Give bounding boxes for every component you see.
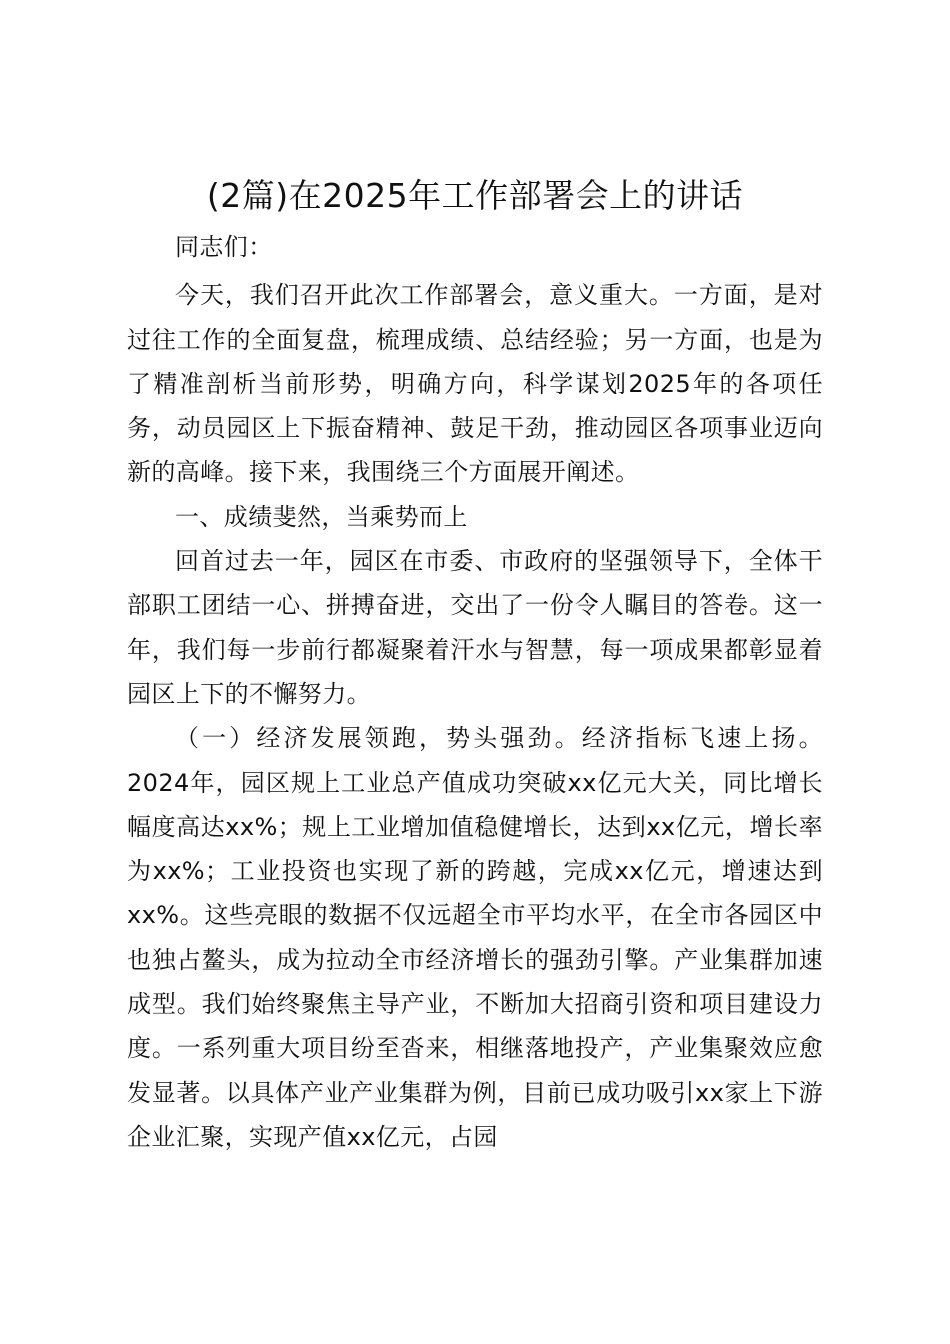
document-body xyxy=(127,173,823,1159)
section-heading-1: 一、成绩斐然，当乘势而上 xyxy=(175,502,468,531)
paragraph-economy: （一）经济发展领跑，势头强劲。经济指标飞速上扬。2024年，园区规上工业总产值成功突破xx亿元大关，同比增长幅度高达xx%；规上工业增加值稳健增长，达到xx亿元，增长率为xx%；工业投资也实现了新的跨越，完成xx亿元，增速达到xx%。这些亮眼的数据不仅远超全市平均水平，在全市各园区中也独占鳌头，成为拉动全市经济增长的强劲引擎。产业集群加速成型。我们始终聚焦主导产业，不断加大招商引资和项目建设力度。一系列重大项目纷至沓来，相继落地投产，产业集聚效应愈发显著。以具体产业产业集群为例，目前已成功吸引xx家上下游企业汇聚，实现产值xx亿元，占园 xyxy=(127,724,823,1151)
document-title: (2篇)在2025年工作部署会上的讲话 xyxy=(206,176,744,215)
paragraph-review: 回首过去一年，园区在市委、市政府的坚强领导下，全体干部职工团结一心、拼搏奋进，交出了一份令人瞩目的答卷。这一年，我们每一步前行都凝聚着汗水与智慧，每一项成果都彰显着园区上下的不懈努力。 xyxy=(127,547,823,708)
paragraph-opening: 今天，我们召开此次工作部署会，意义重大。一方面，是对过往工作的全面复盘，梳理成绩、总结经验；另一方面，也是为了精准剖析当前形势，明确方向，科学谋划2025年的各项任务，动员园区上下振奋精神、鼓足干劲，推动园区各项事业迈向新的高峰。接下来，我围绕三个方面展开阐述。 xyxy=(127,281,823,487)
salutation: 同志们： xyxy=(175,233,273,261)
